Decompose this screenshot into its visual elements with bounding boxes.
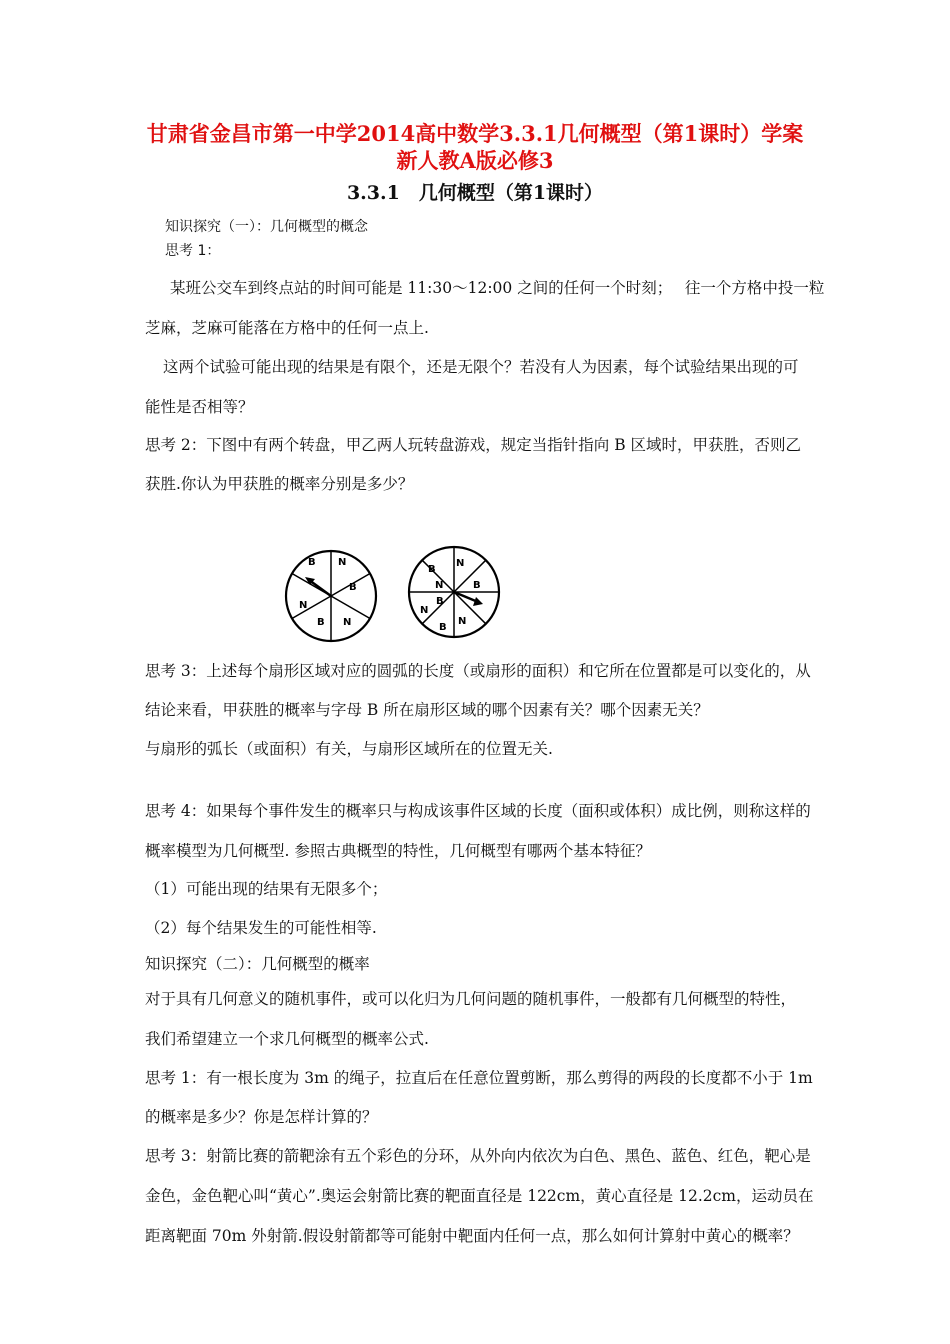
think4-line2: 概率模型为几何概型. 参照古典概型的特性，几何概型有哪两个基本特征？ [145,842,651,860]
think2-line1: 思考 2：下图中有两个转盘，甲乙两人玩转盘游戏，规定当指针指向 B 区域时，甲获胜，否则乙 [145,436,802,454]
paragraph2-line1: 这两个试验可能出现的结果是有限个，还是无限个？若没有人为因素，每个试验结果出现的可 [163,358,799,376]
think3-line2: 结论来看，甲获胜的概率与字母 B 所在扇形区域的哪个因素有关？哪个因素无关？ [145,701,709,719]
section2-heading: 知识探究（二）：几何概型的概率 [145,955,370,973]
feature-1: （1）可能出现的结果有无限多个； [145,880,388,898]
question3-line1: 思考 3：射箭比赛的箭靶涂有五个彩色的分环，从外向内依次为白色、黑色、蓝色、红色，靶心是 [145,1147,811,1165]
spinner-right-label: N [435,580,444,591]
spinner-right-label: B [439,622,447,633]
feature-2: （2）每个结果发生的可能性相等. [145,919,377,937]
think1-label: 思考 1： [165,243,221,259]
spinner-right-label: N [420,605,429,616]
spinner-left-label: B [349,582,357,593]
section1-heading: 知识探究（一）：几何概型的概念 [165,219,368,235]
lesson-subtitle: 3.3.1 几何概型（第1课时） [346,182,604,204]
question1-line2: 的概率是多少？你是怎样计算的？ [145,1108,378,1126]
spinner-left [283,548,379,644]
paragraph1-line1: 某班公交车到终点站的时间可能是 11:30～12:00 之间的任何一个时刻； 往一个方格中投一粒 [170,279,825,297]
spinner-left-label: B [308,557,316,568]
spinner-right-label: N [456,558,465,569]
spinner-left-label: N [338,557,347,568]
paragraph2-line2: 能性是否相等？ [145,398,254,416]
think3-answer: 与扇形的弧长（或面积）有关，与扇形区域所在的位置无关. [145,740,553,758]
spinner-left-label: N [299,600,308,611]
document-title-line1: 甘肃省金昌市第一中学2014高中数学3.3.1几何概型（第1课时）学案 [146,121,804,146]
paragraph1-line2: 芝麻，芝麻可能落在方格中的任何一点上. [145,319,429,337]
spinner-right [406,544,502,640]
section2-intro-line2: 我们希望建立一个求几何概型的概率公式. [145,1030,429,1048]
spinner-right-label: B [428,564,436,575]
spinner-left-label: B [317,617,325,628]
spinner-right-label: B [473,580,481,591]
question3-line3: 距离靶面 70m 外射箭.假设射箭都等可能射中靶面内任何一点，那么如何计算射中黄心的概率？ [145,1227,799,1245]
think4-line1: 思考 4：如果每个事件发生的概率只与构成该事件区域的长度（面积或体积）成比例，则称这样的 [145,802,811,820]
section2-intro-line1: 对于具有几何意义的随机事件，或可以化归为几何问题的随机事件，一般都有几何概型的特性， [145,990,797,1008]
question3-line2: 金色，金色靶心叫“黄心”.奥运会射箭比赛的靶面直径是 122cm，黄心直径是 12.2cm，运动员在 [145,1187,814,1205]
spinner-right-label: B [436,596,444,607]
think2-line2: 获胜.你认为甲获胜的概率分别是多少？ [145,475,414,493]
question1-line1: 思考 1：有一根长度为 3m 的绳子，拉直后在任意位置剪断，那么剪得的两段的长度都不小于 1m [145,1069,813,1087]
spinner-left-label: N [343,617,352,628]
think3-line1: 思考 3：上述每个扇形区域对应的圆弧的长度（或扇形的面积）和它所在位置都是可以变化的，从 [145,662,811,680]
document-title-line2: 新人教A版必修3 [396,148,554,173]
spinner-right-label: N [458,616,467,627]
